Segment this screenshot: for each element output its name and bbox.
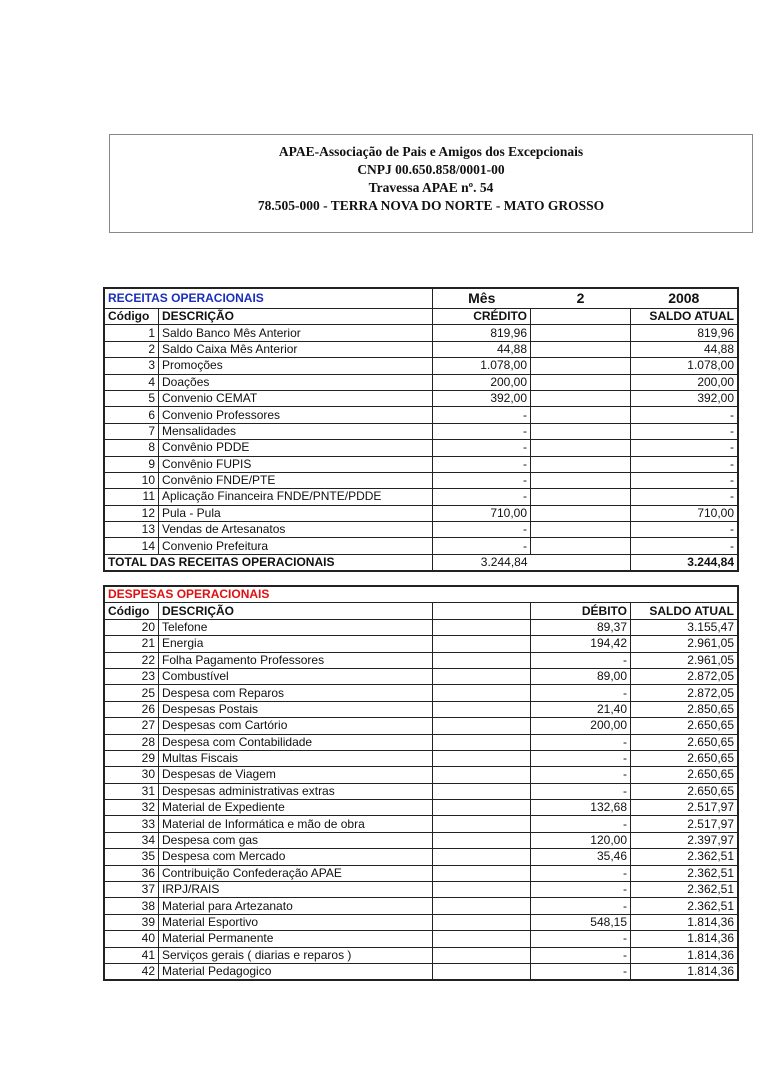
row-empty (433, 816, 531, 832)
row-description: Mensalidades (159, 423, 433, 439)
row-debit: 35,46 (531, 849, 631, 865)
table-row (105, 783, 738, 799)
row-empty (433, 767, 531, 783)
row-code: 29 (105, 750, 159, 766)
table-row (105, 538, 738, 554)
row-description: Despesa com Mercado (159, 849, 433, 865)
row-code: 40 (105, 931, 159, 947)
row-empty (531, 472, 631, 488)
row-debit: 120,00 (531, 832, 631, 848)
row-saldo: 2.961,05 (631, 636, 738, 652)
row-empty (433, 685, 531, 701)
row-debit: 89,37 (531, 619, 631, 635)
row-credit: - (433, 407, 531, 423)
row-saldo: 2.517,97 (631, 800, 738, 816)
row-code: 5 (105, 390, 159, 406)
table-row (105, 358, 738, 374)
row-empty (531, 407, 631, 423)
row-debit: 21,40 (531, 701, 631, 717)
row-saldo: - (631, 456, 738, 472)
row-saldo: 2.872,05 (631, 685, 738, 701)
row-description: Despesa com Contabilidade (159, 734, 433, 750)
row-description: Material para Artezanato (159, 898, 433, 914)
table-row (105, 865, 738, 881)
row-credit: 710,00 (433, 505, 531, 521)
row-description: Pula - Pula (159, 505, 433, 521)
row-description: Vendas de Artesanatos (159, 522, 433, 538)
table-row (105, 767, 738, 783)
col-saldo: SALDO ATUAL (631, 603, 738, 619)
row-description: Serviços gerais ( diarias e reparos ) (159, 947, 433, 963)
row-credit: - (433, 538, 531, 554)
table-row (105, 456, 738, 472)
row-description: Convênio PDDE (159, 440, 433, 456)
row-empty (433, 914, 531, 930)
row-description: Multas Fiscais (159, 750, 433, 766)
row-code: 6 (105, 407, 159, 423)
row-code: 13 (105, 522, 159, 538)
row-debit: - (531, 816, 631, 832)
row-code: 36 (105, 865, 159, 881)
table-row (105, 685, 738, 701)
row-empty (433, 636, 531, 652)
row-code: 8 (105, 440, 159, 456)
table-row (105, 325, 738, 341)
row-saldo: - (631, 538, 738, 554)
table-row (105, 800, 738, 816)
row-saldo: 44,88 (631, 341, 738, 357)
row-saldo: - (631, 522, 738, 538)
row-empty (531, 390, 631, 406)
row-saldo: 2.872,05 (631, 668, 738, 684)
org-cnpj: CNPJ 00.650.858/0001-00 (357, 162, 505, 177)
row-saldo: 2.397,97 (631, 832, 738, 848)
row-saldo: 2.650,65 (631, 750, 738, 766)
row-empty (433, 668, 531, 684)
col-empty (433, 603, 531, 619)
row-debit: - (531, 947, 631, 963)
row-saldo: 1.814,36 (631, 914, 738, 930)
table-row (105, 832, 738, 848)
row-saldo: 2.517,97 (631, 816, 738, 832)
row-code: 7 (105, 423, 159, 439)
table-row (105, 440, 738, 456)
despesas-table (104, 586, 738, 980)
row-code: 39 (105, 914, 159, 930)
row-debit: - (531, 685, 631, 701)
organization-header (109, 134, 753, 233)
row-empty (531, 505, 631, 521)
row-empty (433, 963, 531, 979)
row-description: Convênio FUPIS (159, 456, 433, 472)
row-credit: - (433, 423, 531, 439)
row-empty (433, 734, 531, 750)
row-description: Energia (159, 636, 433, 652)
org-address: Travessa APAE nº. 54 (368, 180, 494, 195)
row-description: Material de Informática e mão de obra (159, 816, 433, 832)
row-code: 33 (105, 816, 159, 832)
row-saldo: - (631, 440, 738, 456)
table-row (105, 750, 738, 766)
month-value: 2 (531, 289, 631, 309)
row-code: 37 (105, 882, 159, 898)
row-description: Promoções (159, 358, 433, 374)
row-empty (531, 358, 631, 374)
row-description: Despesas administrativas extras (159, 783, 433, 799)
total-empty (531, 554, 631, 570)
row-description: Material de Expediente (159, 800, 433, 816)
row-credit: 200,00 (433, 374, 531, 390)
row-empty (531, 522, 631, 538)
row-saldo: - (631, 489, 738, 505)
row-code: 27 (105, 718, 159, 734)
despesas-title: DESPESAS OPERACIONAIS (105, 587, 738, 603)
row-code: 14 (105, 538, 159, 554)
col-saldo: SALDO ATUAL (631, 309, 738, 325)
table-row (105, 668, 738, 684)
row-credit: - (433, 472, 531, 488)
row-debit: 548,15 (531, 914, 631, 930)
row-saldo: - (631, 407, 738, 423)
row-saldo: 2.362,51 (631, 865, 738, 881)
row-debit: - (531, 963, 631, 979)
row-saldo: 819,96 (631, 325, 738, 341)
table-row (105, 718, 738, 734)
row-saldo: 2.961,05 (631, 652, 738, 668)
row-saldo: 2.650,65 (631, 734, 738, 750)
table-row (105, 734, 738, 750)
row-code: 3 (105, 358, 159, 374)
row-description: Despesa com gas (159, 832, 433, 848)
row-code: 11 (105, 489, 159, 505)
row-code: 30 (105, 767, 159, 783)
row-empty (433, 718, 531, 734)
table-row (105, 636, 738, 652)
row-code: 23 (105, 668, 159, 684)
col-debito: DÉBITO (531, 603, 631, 619)
row-description: Despesas com Cartório (159, 718, 433, 734)
row-saldo: - (631, 423, 738, 439)
row-code: 1 (105, 325, 159, 341)
row-description: Folha Pagamento Professores (159, 652, 433, 668)
row-description: Convenio Professores (159, 407, 433, 423)
col-credito: CRÉDITO (433, 309, 531, 325)
row-saldo: - (631, 472, 738, 488)
row-debit: - (531, 750, 631, 766)
row-credit: - (433, 456, 531, 472)
row-code: 32 (105, 800, 159, 816)
row-credit: 819,96 (433, 325, 531, 341)
row-empty (531, 341, 631, 357)
row-debit: - (531, 882, 631, 898)
row-empty (433, 619, 531, 635)
row-debit: - (531, 783, 631, 799)
row-empty (531, 325, 631, 341)
row-saldo: 1.078,00 (631, 358, 738, 374)
year-value: 2008 (631, 289, 738, 309)
row-code: 2 (105, 341, 159, 357)
row-empty (433, 849, 531, 865)
org-city: 78.505-000 - TERRA NOVA DO NORTE - MATO GROSSO (257, 198, 605, 213)
row-description: Despesas Postais (159, 701, 433, 717)
row-description: Material Pedagogico (159, 963, 433, 979)
row-debit: - (531, 767, 631, 783)
row-empty (531, 423, 631, 439)
row-debit: - (531, 734, 631, 750)
col-codigo: Código (105, 603, 159, 619)
row-credit: 44,88 (433, 341, 531, 357)
col-descricao: DESCRIÇÃO (159, 603, 433, 619)
row-empty (531, 440, 631, 456)
row-empty (433, 652, 531, 668)
table-row (105, 374, 738, 390)
row-code: 35 (105, 849, 159, 865)
row-empty (433, 800, 531, 816)
row-saldo: 3.155,47 (631, 619, 738, 635)
table-row (105, 816, 738, 832)
row-credit: 1.078,00 (433, 358, 531, 374)
row-code: 31 (105, 783, 159, 799)
row-saldo: 392,00 (631, 390, 738, 406)
table-row (105, 489, 738, 505)
row-code: 20 (105, 619, 159, 635)
row-debit: 89,00 (531, 668, 631, 684)
row-code: 41 (105, 947, 159, 963)
row-debit: - (531, 652, 631, 668)
row-empty (433, 750, 531, 766)
row-saldo: 1.814,36 (631, 963, 738, 979)
row-empty (433, 898, 531, 914)
row-code: 25 (105, 685, 159, 701)
row-credit: - (433, 440, 531, 456)
row-description: Telefone (159, 619, 433, 635)
col-descricao: DESCRIÇÃO (159, 309, 433, 325)
row-empty (433, 701, 531, 717)
row-saldo: 1.814,36 (631, 947, 738, 963)
row-empty (531, 538, 631, 554)
row-empty (531, 489, 631, 505)
row-code: 28 (105, 734, 159, 750)
table-row (105, 652, 738, 668)
table-row (105, 472, 738, 488)
row-debit: - (531, 931, 631, 947)
table-row (105, 914, 738, 930)
row-description: Convênio FNDE/PTE (159, 472, 433, 488)
row-empty (531, 374, 631, 390)
table-row (105, 407, 738, 423)
table-row (105, 423, 738, 439)
row-empty (433, 882, 531, 898)
row-description: Material Permanente (159, 931, 433, 947)
table-row (105, 619, 738, 635)
row-credit: - (433, 522, 531, 538)
row-debit: - (531, 865, 631, 881)
row-description: Saldo Banco Mês Anterior (159, 325, 433, 341)
row-credit: 392,00 (433, 390, 531, 406)
table-row (105, 882, 738, 898)
row-code: 42 (105, 963, 159, 979)
total-saldo: 3.244,84 (631, 554, 738, 570)
row-credit: - (433, 489, 531, 505)
col-empty (531, 309, 631, 325)
row-saldo: 2.850,65 (631, 701, 738, 717)
row-description: Despesas de Viagem (159, 767, 433, 783)
row-saldo: 2.650,65 (631, 783, 738, 799)
row-saldo: 1.814,36 (631, 931, 738, 947)
row-saldo: 200,00 (631, 374, 738, 390)
receitas-table (104, 288, 738, 571)
row-description: Despesa com Reparos (159, 685, 433, 701)
row-description: IRPJ/RAIS (159, 882, 433, 898)
row-code: 10 (105, 472, 159, 488)
row-description: Material Esportivo (159, 914, 433, 930)
row-saldo: 2.650,65 (631, 767, 738, 783)
row-description: Saldo Caixa Mês Anterior (159, 341, 433, 357)
total-label: TOTAL DAS RECEITAS OPERACIONAIS (105, 554, 433, 570)
row-code: 26 (105, 701, 159, 717)
table-row (105, 701, 738, 717)
row-saldo: 2.362,51 (631, 898, 738, 914)
row-debit: 194,42 (531, 636, 631, 652)
table-row (105, 390, 738, 406)
row-description: Convenio Prefeitura (159, 538, 433, 554)
table-row (105, 963, 738, 979)
table-row (105, 849, 738, 865)
total-row (105, 554, 738, 570)
row-debit: 200,00 (531, 718, 631, 734)
row-description: Convenio CEMAT (159, 390, 433, 406)
row-description: Contribuição Confederação APAE (159, 865, 433, 881)
row-description: Combustível (159, 668, 433, 684)
row-debit: - (531, 898, 631, 914)
row-saldo: 710,00 (631, 505, 738, 521)
month-label: Mês (433, 289, 531, 309)
table-row (105, 505, 738, 521)
row-saldo: 2.362,51 (631, 882, 738, 898)
row-debit: 132,68 (531, 800, 631, 816)
row-saldo: 2.362,51 (631, 849, 738, 865)
row-empty (433, 865, 531, 881)
row-empty (433, 931, 531, 947)
row-code: 38 (105, 898, 159, 914)
table-row (105, 522, 738, 538)
row-saldo: 2.650,65 (631, 718, 738, 734)
row-empty (433, 832, 531, 848)
row-description: Doações (159, 374, 433, 390)
row-description: Aplicação Financeira FNDE/PNTE/PDDE (159, 489, 433, 505)
col-codigo: Código (105, 309, 159, 325)
row-empty (531, 456, 631, 472)
row-code: 22 (105, 652, 159, 668)
table-row (105, 947, 738, 963)
row-code: 9 (105, 456, 159, 472)
table-row (105, 341, 738, 357)
row-code: 34 (105, 832, 159, 848)
table-row (105, 931, 738, 947)
row-code: 21 (105, 636, 159, 652)
table-row (105, 898, 738, 914)
row-empty (433, 783, 531, 799)
org-name: APAE-Associação de Pais e Amigos dos Excepcionais (278, 144, 584, 159)
row-code: 4 (105, 374, 159, 390)
row-code: 12 (105, 505, 159, 521)
total-credit: 3.244,84 (433, 554, 531, 570)
receitas-title: RECEITAS OPERACIONAIS (105, 289, 433, 309)
row-empty (433, 947, 531, 963)
